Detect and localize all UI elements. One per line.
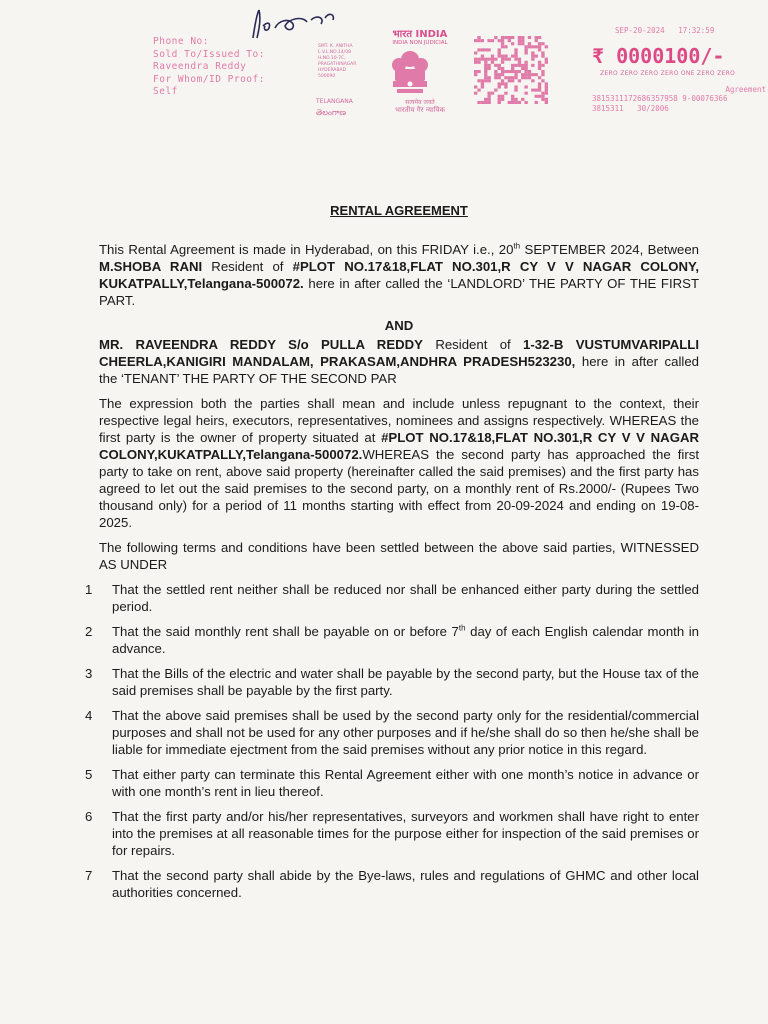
- stamp-code-date: 30/2006: [637, 104, 669, 113]
- term-item: [85, 766, 699, 800]
- stamp-sold-to-label: Sold To/Issued To:: [153, 48, 265, 60]
- stamp-motto: सत्यमेव जयते: [405, 99, 435, 106]
- stamp-phone-label: Phone No:: [153, 36, 209, 47]
- stamp-india-heading: [380, 26, 460, 46]
- stamp-datetime: [615, 26, 714, 35]
- stamp-for-whom-label: For Whom/ID Proof:: [153, 73, 265, 85]
- term-item: [85, 707, 699, 758]
- document-title: RENTAL AGREEMENT: [330, 203, 468, 218]
- stamp-vendor-details: [318, 44, 378, 80]
- term-text: That the first party and/or his/her representatives, surveyors and workmen shall have right to enter into the premises at all reasonable times for the purpose either for inspection of the said premises or for repairs.: [112, 809, 699, 858]
- p1-text: here in after called the ‘LANDLORD’ THE PARTY OF THE FIRST PART.: [99, 276, 699, 308]
- stamp-amount-words: ZERO ZERO ZERO ZERO ONE ZERO ZERO: [600, 70, 736, 77]
- tenant-address: 1-32-B VUSTUMVARIPALLI CHEERLA,KANIGIRI MANDALAM, PRAKASAM,ANDHRA PRADESH523230,: [99, 337, 700, 369]
- and-separator: AND: [384, 318, 414, 333]
- term-number: 4: [85, 708, 93, 723]
- p3-text: WHEREAS the second party has approached the first party to take on rent, above said property (hereinafter called the said premises) and the first party has agreed to let out the said premises to the second party, on a monthly rent of Rs.2000/- (Rupees Two thousand only) for a period of 11 months starting with effect from 20-09-2024 and ending on 19-08-2025.: [99, 447, 699, 530]
- term-number: 1: [85, 582, 93, 597]
- stamp-state-telugu: తెలంగాణ: [316, 108, 346, 117]
- term-text: That the second party shall abide by the Bye-laws, rules and regulations of GHMC and other local authorities concerned.: [112, 868, 699, 900]
- india-label: INDIA: [415, 29, 448, 40]
- india-hindi: भारत: [392, 29, 413, 40]
- term-number: 3: [85, 666, 93, 681]
- term-text: day of each English calendar month in advance.: [112, 624, 699, 656]
- paragraph-tenant: [99, 336, 699, 387]
- term-text: That the said monthly rent shall be payable on or before 7: [112, 624, 459, 639]
- term-number: 6: [85, 809, 93, 824]
- term-item: [85, 581, 699, 615]
- term-text: That the Bills of the electric and water shall be payable by the second party, but the House tax of the said premises shall be payable by the first party.: [112, 666, 699, 698]
- vendor-line: L.V.L.NO.14/08: [318, 50, 351, 55]
- term-number: 2: [85, 624, 93, 639]
- p2-text: here in after called the ‘TENANT’ THE PARTY OF THE SECOND PAR: [99, 354, 699, 386]
- term-text: That either party can terminate this Rental Agreement either with one month’s notice in advance or with one month’s rent in lieu thereof.: [112, 767, 699, 799]
- landlord-address: #PLOT NO.17&18,FLAT NO.301,R CY V V NAGAR COLONY, KUKATPALLY,Telangana-500072.: [99, 259, 699, 291]
- stamp-qr-code: [474, 36, 548, 104]
- stamp-code-number: 3815311: [592, 104, 624, 113]
- agreement-body: [85, 200, 700, 909]
- p1-text: This Rental Agreement is made in Hyderabad, on this FRIDAY i.e., 20: [99, 242, 514, 257]
- non-judicial-label: INDIA NON JUDICIAL: [392, 40, 448, 46]
- vendor-line: 500090: [318, 74, 336, 79]
- vendor-line: H.NO.10-7C,: [318, 56, 346, 61]
- p1-text: Resident of: [202, 259, 293, 274]
- vendor-line: PRAGATHINAGAR: [318, 62, 357, 67]
- property-address: #PLOT NO.17&18,FLAT NO.301,R CY V V NAGAR COLONY,KUKATPALLY,Telangana-500072.: [99, 430, 700, 462]
- ashoka-emblem-icon: [385, 45, 435, 100]
- stamp-amount: ₹ 0000100/-: [592, 44, 725, 68]
- p1-sup: th: [513, 241, 521, 251]
- term-number: 7: [85, 868, 93, 883]
- stamp-agreement-number: 3815311172686357958 9-00076366: [592, 94, 728, 103]
- tenant-name: MR. RAVEENDRA REDDY S/o PULLA REDDY: [99, 337, 423, 352]
- landlord-name: M.SHOBA RANI: [99, 259, 203, 274]
- term-text: That the above said premises shall be used by the second party only for the residential/commercial purposes and shall not be used for any other purposes and if he/she shall do so then he/she shall be liable for immediate ejectment from the said premises without any prior notice in this regard.: [112, 708, 699, 757]
- terms-list: [85, 581, 699, 901]
- term-number: 5: [85, 767, 93, 782]
- paragraph-premises: [99, 395, 699, 531]
- stamp-buyer-name: Raveendra Reddy: [153, 61, 247, 72]
- stamp-non-judicial-hindi: भारतीय गैर न्यायिक: [395, 106, 445, 114]
- paragraph-terms-intro: The following terms and conditions have been settled between the above said parties, WITNESSED AS UNDER: [99, 540, 699, 572]
- paragraph-landlord: [99, 241, 699, 309]
- stamp-purchaser-details: [153, 36, 313, 99]
- term-text: That the settled rent neither shall be reduced nor shall be enhanced either party during the settled period.: [112, 582, 699, 614]
- term-item: [85, 665, 699, 699]
- stamp-agreement-label: Agreement: [725, 85, 766, 94]
- stamp-code: [592, 104, 669, 113]
- stamp-self: Self: [153, 86, 178, 97]
- stamp-paper-header: [0, 0, 768, 140]
- term-sup: th: [458, 623, 466, 633]
- stamp-date: SEP-20-2024: [615, 26, 665, 35]
- p1-text: SEPTEMBER 2024, Between: [520, 242, 699, 257]
- stamp-state: TELANGANA: [316, 98, 353, 105]
- stamp-time: 17:32:59: [678, 26, 715, 35]
- p2-text: Resident of: [422, 337, 524, 352]
- term-item: [85, 623, 699, 657]
- p3-text: The expression both the parties shall mean and include unless repugnant to the context, their respective legal heirs, executors, representatives, nominees and assigns respectively. WHEREAS the first party is the owner of property situated at: [99, 396, 699, 445]
- vendor-line: SMT. K. ANITHA: [318, 44, 353, 49]
- term-item: [85, 867, 699, 901]
- term-item: [85, 808, 699, 859]
- vendor-line: HYDERABAD: [318, 68, 347, 73]
